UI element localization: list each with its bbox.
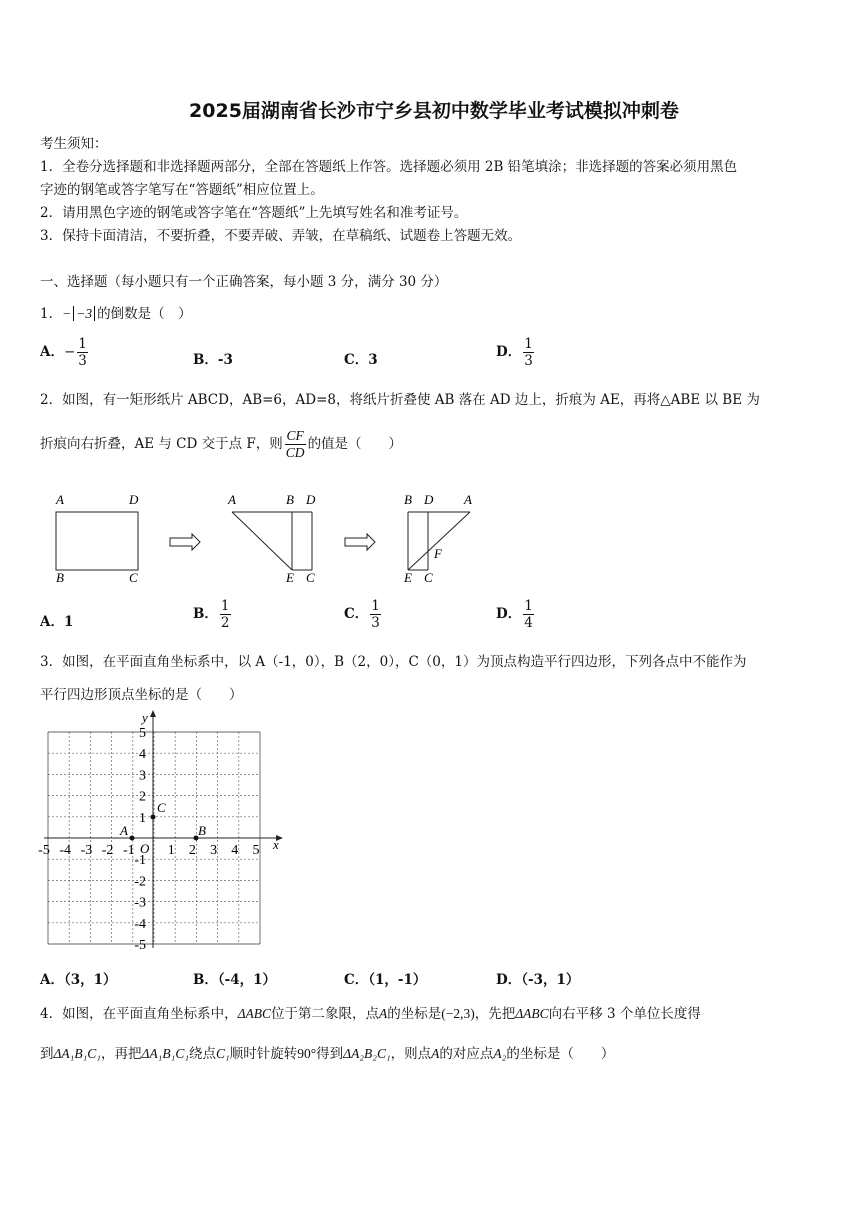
q1-option-a-sign: − [63,344,76,360]
q1-option-a-den: 3 [78,353,87,369]
q3-option-c[interactable] [344,968,426,988]
fig2-label-a: A [228,492,236,507]
q2-figures [40,488,500,588]
fig1-label-d: D [129,492,139,507]
q2-option-b-den: 2 [220,615,230,631]
q1-number: 1． [40,306,63,322]
x-axis-label: x [273,837,279,852]
q4-coordinate: (−2,3) [441,1006,475,1021]
q4-l2-d: 顺时针旋转 [229,1046,298,1062]
fig2-crease-ae [232,512,292,570]
fig1-label-b: B [56,570,64,585]
q4-l2-g: 的对应点 [439,1046,494,1062]
q4-point-a-2: A [431,1046,440,1061]
fig1-label-c: C [129,570,138,585]
q2-fraction [285,428,306,461]
x-tick-label: 5 [252,843,260,858]
q3-option-a-label: A． [40,972,64,988]
q4-point-a2: A₂ [493,1046,507,1061]
fig3-label-c: C [424,570,433,585]
q3-option-d-label: D． [496,972,522,988]
q1-text: 的倒数是（ ） [97,306,192,322]
q4-line-1 [40,1002,701,1022]
q3-line-2: 平行四边形顶点坐标的是（ ） [40,687,243,703]
q1-option-b[interactable] [193,348,233,368]
point-a-label: A [120,823,128,838]
q4-l2-b: ，再把 [101,1046,142,1062]
q3-option-d[interactable] [496,968,579,988]
q4-l1-b: 位于第二象限，点 [271,1006,380,1022]
q2-line-2 [40,428,402,461]
q3-line-1: 3．如图，在平面直角坐标系中，以 A（-1，0），B（2，0），C（0，1）为顶点构造平行四边形，下列各点中不能作为 [40,654,747,670]
q4-point-a: A [379,1006,388,1021]
q2-line-2-pre: 折痕向右折叠，AE 与 CD 交于点 F，则 [40,436,283,452]
y-tick-label: -4 [134,916,146,932]
q4-triangle-abc: ΔABC [237,1006,272,1021]
q4-l2-f: ，则点 [390,1046,432,1062]
q2-frac-num: CF [286,428,304,443]
x-tick-label: 2 [188,843,196,858]
q1-option-b-label: B． [193,352,218,368]
q3-option-b-value: （-4，1） [217,972,277,988]
q3-option-c-value: （1，-1） [368,972,427,988]
x-tick-label: -1 [122,843,135,858]
point-a-dot [130,836,135,841]
fig3-line-ae [408,512,470,570]
x-tick-label: -2 [101,843,114,858]
q2-option-d-den: 4 [524,615,533,631]
fig2-label-d: D [306,492,316,507]
q3-option-b-label: B． [193,972,218,988]
y-axis-arrow [150,710,156,717]
fig1-rectangle [56,512,138,570]
q3-coordinate-grid [36,708,286,958]
q4-l2-e: 得到 [316,1046,344,1062]
fig3-label-d: D [424,492,434,507]
point-c-dot [151,815,156,820]
y-tick-label: -1 [134,853,146,869]
point-b-label: B [198,823,206,838]
q1-option-b-value: -3 [217,352,233,368]
point-c-label: C [157,800,166,815]
q4-l1-e: 向右平移 3 个单位长度得 [548,1006,701,1022]
q4-l2-c: 绕点 [189,1046,217,1062]
q1-option-d-fraction [523,336,534,369]
page-title: 2025届湖南省长沙市宁乡县初中数学毕业考试模拟冲刺卷 [189,100,679,122]
q1-option-a-num: 1 [78,336,87,352]
y-tick-label: -3 [134,895,146,911]
q4-line-2 [40,1042,614,1062]
q2-option-a-label: A． [40,614,64,630]
y-tick-label: 1 [139,810,146,826]
q1-option-a[interactable] [40,336,90,369]
q2-option-a[interactable] [40,610,73,630]
q2-option-d-fraction [523,598,534,631]
y-tick-label: 2 [139,789,146,805]
x-tick-label: 1 [167,843,175,858]
notice-item-2: 2．请用黑色字迹的钢笔或答字笔在“答题纸”上先填写姓名和准考证号。 [40,205,468,221]
fig3-label-a: A [464,492,472,507]
q1-option-d-den: 3 [524,353,533,369]
q3-option-a-value: （3，1） [63,972,117,988]
q1-option-c-label: C． [344,352,369,368]
q2-option-c-den: 3 [371,615,380,631]
y-tick-label: 4 [139,747,146,763]
q1-minus: − [62,306,72,321]
notice-item-1-line-1: 1．全卷分选择题和非选择题两部分，全部在答题纸上作答。选择题必须用 2B 铅笔填涂；非选择题的答案必须用黑色 [40,159,738,175]
q2-option-d-label: D． [496,606,522,622]
origin-label: O [140,841,150,856]
q2-option-b[interactable] [193,598,233,631]
q3-option-b[interactable] [193,968,276,988]
q1-option-d-label: D． [496,344,522,360]
notice-heading: 考生须知： [40,136,108,152]
tick-labels [38,726,259,953]
q1-option-d-num: 1 [524,336,533,352]
x-tick-label: 4 [231,843,239,858]
y-tick-label: -5 [134,938,146,953]
fig3-label-b: B [404,492,412,507]
section-heading: 一、选择题（每小题只有一个正确答案，每小题 3 分，满分 30 分） [40,274,448,290]
x-tick-label: -3 [80,843,93,858]
q2-option-b-fraction [220,598,231,631]
notice-item-3: 3．保持卡面清洁，不要折叠，不要弄破、弄皱，在草稿纸、试题卷上答题无效。 [40,228,522,244]
fig2-label-c: C [306,570,315,585]
q1-option-a-label: A． [40,344,64,360]
question-1 [40,302,192,322]
fig-arrow-1 [170,534,200,550]
q2-option-c-label: C． [344,606,369,622]
q1-option-c-value: 3 [368,352,378,368]
q2-line-2-post: 的值是（ ） [307,436,403,452]
q4-l2-h: 的坐标是（ ） [506,1046,615,1062]
x-tick-label: 3 [210,843,218,858]
q1-option-c[interactable] [344,348,378,368]
q3-option-d-value: （-3，1） [521,972,580,988]
q4-l1-c: 的坐标是 [387,1006,442,1022]
fig2-label-e: E [286,570,294,585]
fig-arrow-2 [345,534,375,550]
fig3-label-f: F [434,546,442,561]
y-tick-label: -2 [134,874,146,890]
q3-option-c-label: C． [344,972,369,988]
y-tick-label: 5 [139,726,146,741]
q1-option-d[interactable] [496,336,536,369]
q1-abs-value: −3 [73,306,95,321]
q4-l1-d: ，先把 [474,1006,516,1022]
q4-l2-a: 到 [40,1046,54,1062]
q2-option-d-num: 1 [524,598,533,614]
y-tick-label: 3 [139,768,146,784]
q4-triangle-abc-2: ΔABC [515,1006,549,1021]
q3-option-a[interactable] [40,968,117,988]
q2-option-d[interactable] [496,598,536,631]
q2-option-c-num: 1 [371,598,380,614]
x-tick-label: -5 [38,843,50,858]
x-tick-label: -4 [59,843,72,858]
fig3-label-e: E [404,570,412,585]
q2-option-a-value: 1 [63,614,74,630]
fig1-label-a: A [56,492,64,507]
q2-line-1: 2．如图，有一矩形纸片 ABCD，AB=6，AD=8，将纸片折叠使 AB 落在 AD 边上，折痕为 AE，再将△ABE 以 BE 为 [40,392,760,408]
notice-item-1-line-2: 字迹的钢笔或答字笔写在“答题纸”相应位置上。 [40,182,324,198]
q4-triangle-a2b2c1: ΔA₂B₂C₁ [343,1046,391,1061]
q4-l1-a: 4．如图，在平面直角坐标系中， [40,1006,238,1022]
y-axis-label: y [142,710,148,725]
q4-triangle-a1b1c1: ΔA₁B₁C₁ [53,1046,102,1061]
q1-option-a-fraction [77,336,88,369]
q4-point-c1: C₁ [216,1046,230,1061]
q2-option-c-fraction [370,598,381,631]
q2-option-b-label: B． [193,606,218,622]
q2-frac-den: CD [285,445,305,460]
fig2-label-b: B [286,492,294,507]
q4-triangle-a1b1c1-2: ΔA₁B₁C₁ [141,1046,190,1061]
q2-option-b-num: 1 [220,598,230,614]
q4-angle: 90° [297,1046,317,1061]
q2-option-c[interactable] [344,598,383,631]
